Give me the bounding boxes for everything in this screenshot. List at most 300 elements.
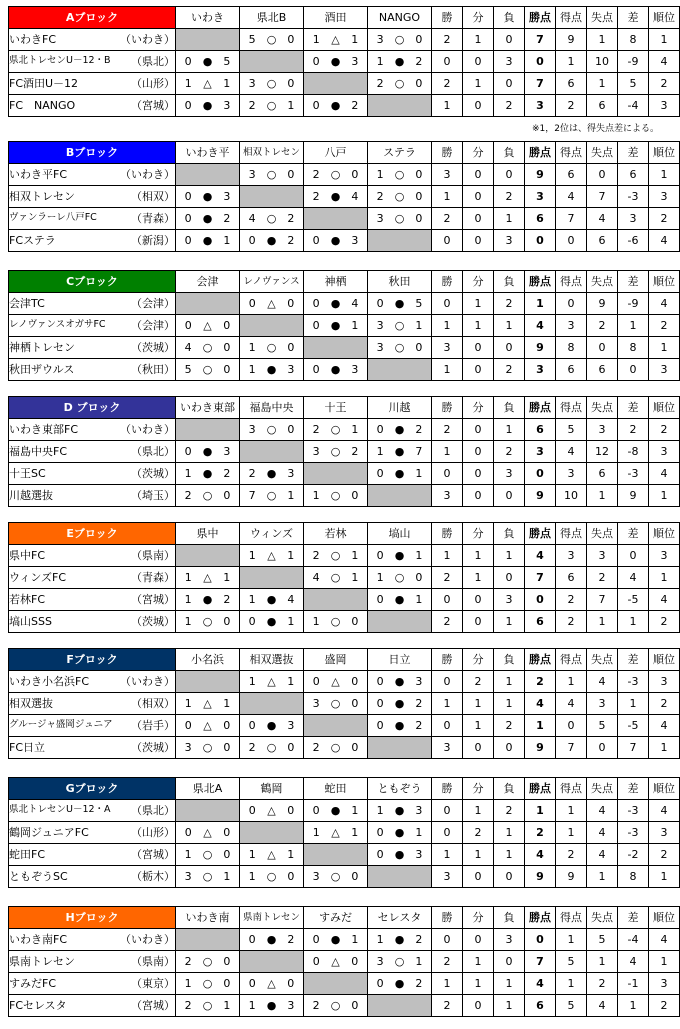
match-result [176,715,240,737]
goals-against: 3 [415,675,423,688]
goals-against: 0 [415,168,423,181]
result-mark: ● [202,212,213,225]
stat-header-rank: 順位 [649,7,680,29]
result-mark: ○ [330,423,341,436]
match-result [368,208,432,230]
team-name: 相双選抜 [9,697,53,710]
goals-for: 2 [184,489,192,502]
match-result [176,463,240,485]
stat-header-goals_against: 失点 [587,142,618,164]
goals-for: 3 [312,445,320,458]
stat-draw: 1 [463,545,494,567]
stat-loss: 1 [494,208,525,230]
stat-diff: 1 [618,315,649,337]
stat-points: 0 [525,463,556,485]
self-cell [176,671,240,693]
stat-rank: 4 [649,51,680,73]
block-title: Bブロック [9,142,176,164]
goals-against: 5 [415,297,423,310]
stat-win: 3 [432,337,463,359]
goals-for: 2 [312,190,320,203]
stat-goals_for: 7 [556,208,587,230]
goals-for: 7 [248,489,256,502]
goals-against: 2 [351,445,359,458]
stat-goals_against: 1 [587,73,618,95]
result-mark: ○ [266,423,277,436]
header-row [9,7,680,29]
team-cell [9,485,176,507]
match-result [368,822,432,844]
result-mark: ○ [330,999,341,1012]
result-inner [176,100,239,111]
team-row [9,567,680,589]
result-inner [368,805,431,816]
match-result [240,589,304,611]
stat-header-goals_for: 得点 [556,271,587,293]
goals-against: 3 [415,804,423,817]
result-mark: △ [203,697,212,710]
team-name: FCステラ [9,234,56,247]
team-name: 県南トレセン [9,955,75,968]
stat-rank: 4 [649,589,680,611]
goals-for: 0 [312,234,320,247]
stat-points: 7 [525,567,556,589]
goals-against: 1 [351,423,359,436]
stat-draw: 0 [463,186,494,208]
match-result [304,95,368,117]
stat-rank: 2 [649,995,680,1017]
stat-draw: 1 [463,951,494,973]
goals-against: 0 [351,489,359,502]
stat-goals_for: 1 [556,51,587,73]
stat-header-diff: 差 [618,7,649,29]
match-result [304,51,368,73]
stat-points: 9 [525,337,556,359]
stat-header-draw: 分 [463,907,494,929]
header-row [9,523,680,545]
stat-goals_against: 5 [587,929,618,951]
goals-for: 1 [376,933,384,946]
match-result [240,73,304,95]
goals-against: 0 [351,697,359,710]
opponent-header: 福島中央 [240,397,304,419]
team-cell [9,866,176,888]
goals-for: 3 [376,319,384,332]
stat-win: 3 [432,164,463,186]
team-prefecture: （茨城） [131,615,175,628]
stat-rank: 1 [649,866,680,888]
match-result [368,419,432,441]
stat-goals_against: 5 [587,715,618,737]
self-cell [240,441,304,463]
result-inner [368,572,431,583]
match-result [304,800,368,822]
match-result [304,866,368,888]
goals-for: 1 [184,593,192,606]
stat-win: 2 [432,208,463,230]
goals-for: 1 [248,848,256,861]
block-table-2 [8,141,680,252]
goals-for: 0 [184,445,192,458]
match-result [304,822,368,844]
stat-draw: 0 [463,230,494,252]
stat-draw: 0 [463,737,494,759]
header-row [9,271,680,293]
result-inner [176,446,239,457]
result-mark: △ [331,955,340,968]
stat-points: 4 [525,545,556,567]
team-name: 会津TC [9,297,45,310]
team-cell [9,844,176,866]
result-mark: ● [266,615,277,628]
match-result [176,95,240,117]
result-inner [368,191,431,202]
stat-header-win: 勝 [432,397,463,419]
goals-against: 0 [415,33,423,46]
opponent-header: ウィンズ [240,523,304,545]
result-mark: ● [394,423,405,436]
stat-points: 6 [525,208,556,230]
stat-header-rank: 順位 [649,142,680,164]
stat-points: 9 [525,866,556,888]
block-title: Aブロック [9,7,176,29]
stat-goals_against: 3 [587,693,618,715]
team-name: いわき東部FC [9,423,79,436]
team-name: 県北トレセンU－12・B [9,55,111,66]
stat-diff: -6 [618,230,649,252]
opponent-header: 蛇田 [304,778,368,800]
stat-win: 2 [432,419,463,441]
stat-header-diff: 差 [618,397,649,419]
goals-against: 2 [223,212,231,225]
team-row [9,293,680,315]
team-prefecture: （青森） [131,571,175,584]
stat-goals_for: 2 [556,844,587,866]
match-result [240,737,304,759]
stat-header-loss: 負 [494,649,525,671]
goals-against: 0 [287,977,295,990]
stat-draw: 0 [463,995,494,1017]
match-result [368,441,432,463]
stat-diff: 8 [618,337,649,359]
stat-win: 1 [432,441,463,463]
result-inner [304,235,367,246]
goals-against: 0 [415,212,423,225]
stat-loss: 0 [494,29,525,51]
opponent-header: 十王 [304,397,368,419]
result-mark: ● [330,319,341,332]
opponent-header: 相双選抜 [240,649,304,671]
goals-for: 1 [248,549,256,562]
opponent-header: 若林 [304,523,368,545]
team-row [9,359,680,381]
self-cell [176,29,240,51]
stat-win: 1 [432,95,463,117]
stat-header-points: 勝点 [525,271,556,293]
result-mark: ● [202,190,213,203]
team-prefecture: （東京） [131,977,175,990]
stat-goals_for: 9 [556,866,587,888]
match-result [368,589,432,611]
stat-goals_for: 1 [556,800,587,822]
opponent-header: 県南トレセン [240,907,304,929]
goals-against: 2 [223,593,231,606]
team-prefecture: （いわき） [120,33,175,46]
stat-points: 4 [525,973,556,995]
stat-header-points: 勝点 [525,907,556,929]
stat-header-win: 勝 [432,907,463,929]
stat-draw: 2 [463,822,494,844]
team-prefecture: （山形） [131,77,175,90]
match-result [176,337,240,359]
stat-header-loss: 負 [494,7,525,29]
stat-loss: 2 [494,293,525,315]
stat-loss: 1 [494,315,525,337]
result-inner [368,213,431,224]
goals-against: 1 [223,870,231,883]
stat-header-diff: 差 [618,142,649,164]
team-cell [9,463,176,485]
team-row [9,29,680,51]
stat-header-loss: 負 [494,397,525,419]
stat-goals_for: 0 [556,230,587,252]
result-mark: ○ [330,697,341,710]
stat-draw: 1 [463,29,494,51]
result-mark: ● [394,826,405,839]
goals-against: 1 [415,955,423,968]
stat-loss: 0 [494,337,525,359]
team-name: 県北トレセンU－12・A [9,804,111,815]
goals-for: 2 [248,467,256,480]
match-result [368,463,432,485]
result-mark: ● [266,593,277,606]
team-prefecture: （いわき） [120,423,175,436]
stat-header-goals_against: 失点 [587,397,618,419]
stat-goals_for: 1 [556,929,587,951]
stat-goals_for: 1 [556,973,587,995]
result-mark: ● [202,55,213,68]
result-inner [240,742,303,753]
stat-rank: 3 [649,95,680,117]
result-inner [304,424,367,435]
stat-header-goals_for: 得点 [556,397,587,419]
match-result [368,973,432,995]
stat-goals_against: 1 [587,29,618,51]
stat-diff: 1 [618,693,649,715]
result-mark: △ [203,719,212,732]
result-mark: △ [331,826,340,839]
stat-goals_for: 5 [556,419,587,441]
team-cell [9,419,176,441]
result-mark: ○ [202,489,213,502]
team-cell [9,973,176,995]
match-result [240,929,304,951]
stat-rank: 4 [649,463,680,485]
result-inner [240,676,303,687]
team-row [9,441,680,463]
self-cell [240,951,304,973]
goals-for: 0 [248,297,256,310]
stat-header-loss: 負 [494,523,525,545]
goals-against: 4 [351,297,359,310]
team-name: いわき小名浜FC [9,675,90,688]
stat-loss: 0 [494,485,525,507]
goals-for: 0 [184,190,192,203]
match-result [240,485,304,507]
goals-against: 0 [415,341,423,354]
goals-against: 1 [287,848,295,861]
result-inner [176,490,239,501]
stat-diff: 7 [618,737,649,759]
self-cell [240,186,304,208]
result-inner [304,827,367,838]
tiebreak-note: ※1，2位は、得失点差による。 [532,124,659,134]
goals-against: 2 [351,99,359,112]
result-inner [368,424,431,435]
stat-diff: 9 [618,485,649,507]
stat-points: 7 [525,73,556,95]
goals-against: 0 [223,826,231,839]
team-name: 川越選抜 [9,489,53,502]
self-cell [304,73,368,95]
result-inner [176,978,239,989]
match-result [304,441,368,463]
goals-for: 1 [248,593,256,606]
goals-for: 0 [376,297,384,310]
self-cell [176,419,240,441]
self-cell [304,337,368,359]
match-result [368,567,432,589]
stat-rank: 2 [649,844,680,866]
stat-diff: -5 [618,589,649,611]
match-result [368,51,432,73]
team-prefecture: （相双） [131,190,175,203]
goals-for: 3 [248,77,256,90]
team-row [9,800,680,822]
stat-loss: 1 [494,995,525,1017]
goals-against: 3 [223,190,231,203]
goals-for: 3 [184,741,192,754]
goals-against: 2 [415,719,423,732]
stat-header-points: 勝点 [525,778,556,800]
result-mark: △ [267,977,276,990]
result-mark: ○ [330,549,341,562]
match-result [368,545,432,567]
result-mark: ○ [202,955,213,968]
goals-against: 7 [415,445,423,458]
goals-for: 0 [312,675,320,688]
team-name: いわき平FC [9,168,68,181]
result-mark: ● [202,234,213,247]
result-inner [304,698,367,709]
stat-points: 4 [525,315,556,337]
team-row [9,866,680,888]
stat-draw: 0 [463,929,494,951]
result-inner [176,342,239,353]
team-cell [9,567,176,589]
goals-for: 0 [376,848,384,861]
match-result [176,611,240,633]
goals-for: 1 [184,977,192,990]
self-cell [368,95,432,117]
stat-loss: 1 [494,611,525,633]
result-inner [240,364,303,375]
stat-points: 0 [525,230,556,252]
goals-for: 0 [184,99,192,112]
self-cell [368,866,432,888]
result-mark: ● [266,467,277,480]
result-mark: ○ [394,571,405,584]
goals-for: 1 [184,467,192,480]
result-inner [368,827,431,838]
result-inner [240,978,303,989]
stat-rank: 2 [649,315,680,337]
goals-for: 0 [376,467,384,480]
result-inner [368,342,431,353]
stat-goals_for: 6 [556,359,587,381]
goals-for: 0 [184,319,192,332]
stat-goals_for: 4 [556,186,587,208]
goals-against: 0 [223,719,231,732]
stat-loss: 0 [494,866,525,888]
team-row [9,951,680,973]
stat-header-rank: 順位 [649,778,680,800]
goals-for: 3 [376,341,384,354]
stat-draw: 1 [463,567,494,589]
goals-for: 1 [312,489,320,502]
stat-win: 0 [432,671,463,693]
stat-points: 3 [525,359,556,381]
stat-points: 7 [525,951,556,973]
opponent-header: 秋田 [368,271,432,293]
opponent-header: いわき南 [176,907,240,929]
stat-header-draw: 分 [463,649,494,671]
match-result [240,95,304,117]
stat-diff: -3 [618,800,649,822]
match-result [368,186,432,208]
team-name: いわき南FC [9,933,68,946]
stat-header-diff: 差 [618,649,649,671]
goals-for: 5 [248,33,256,46]
result-inner [176,871,239,882]
result-mark: ○ [266,870,277,883]
stat-draw: 0 [463,208,494,230]
stat-draw: 1 [463,73,494,95]
stat-goals_for: 5 [556,951,587,973]
result-mark: ○ [330,168,341,181]
goals-against: 0 [287,804,295,817]
result-inner [368,698,431,709]
goals-against: 3 [351,234,359,247]
stat-goals_for: 9 [556,29,587,51]
result-mark: ○ [394,212,405,225]
stat-win: 0 [432,293,463,315]
stat-diff: 6 [618,164,649,186]
goals-for: 0 [248,977,256,990]
match-result [176,693,240,715]
opponent-header: 酒田 [304,7,368,29]
match-result [176,567,240,589]
team-cell [9,693,176,715]
goals-against: 5 [223,55,231,68]
stat-header-points: 勝点 [525,649,556,671]
goals-against: 1 [287,99,295,112]
result-mark: △ [203,77,212,90]
result-mark: ● [330,234,341,247]
result-mark: ● [394,977,405,990]
stat-win: 0 [432,51,463,73]
result-mark: ○ [202,999,213,1012]
